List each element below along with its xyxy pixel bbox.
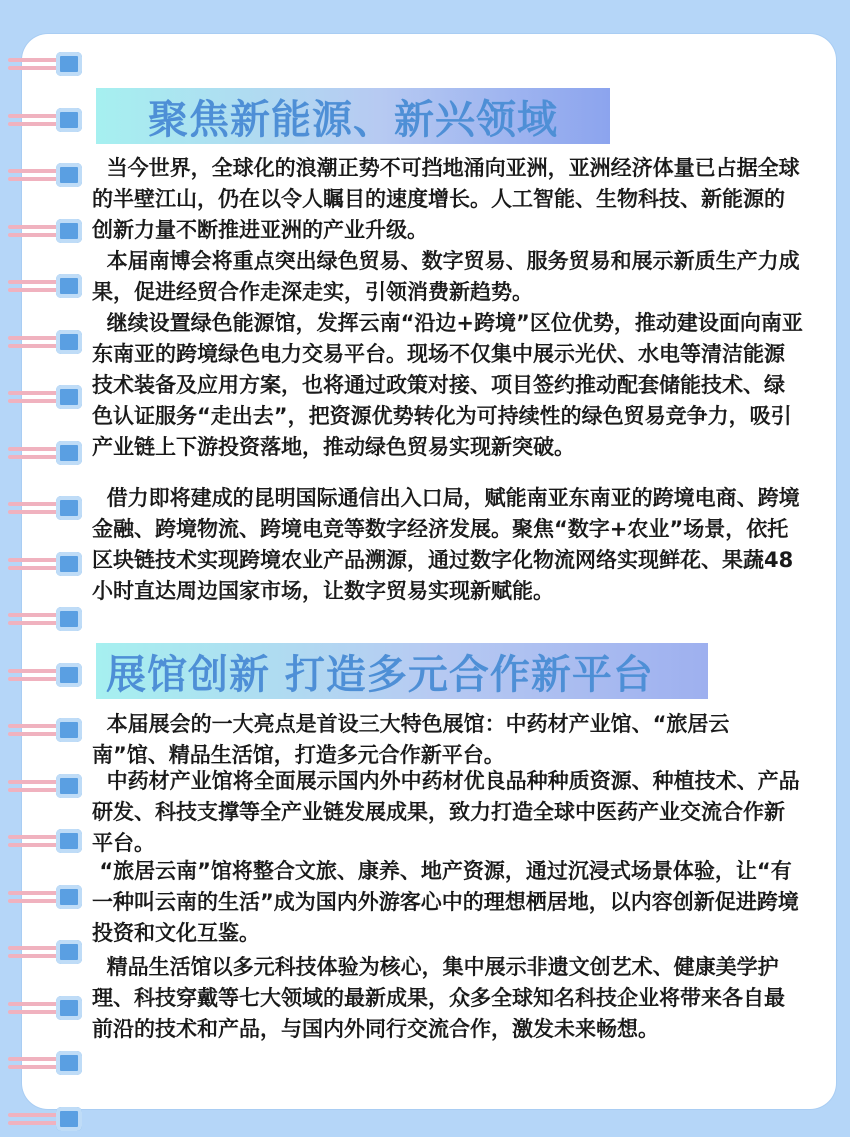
section-heading-new-energy — [96, 88, 610, 144]
binding-ring — [8, 991, 84, 1025]
binding-ring — [8, 380, 84, 414]
binding-ring — [8, 436, 84, 470]
binding-ring — [8, 602, 84, 636]
section-heading-text: 展馆创新 打造多元合作新平台 — [106, 651, 654, 698]
paragraph: 继续设置绿色能源馆，发挥云南“沿边+跨境”区位优势，推动建设面向南亚东南亚的跨境绿色电力交易平台。现场不仅集中展示光伏、水电等清洁能源技术装备及应用方案，也将通过政策对接、项目签约推动配套储能技术、绿色认证服务“走出去”，把资源优势转化为可持续性的绿色贸易竞争力，吸引产业链上下游投资落地，推动绿色贸易实现新突破。 — [92, 311, 803, 459]
binding-ring — [8, 325, 84, 359]
binding-ring — [8, 935, 84, 969]
binding-ring — [8, 713, 84, 747]
binding-ring — [8, 47, 84, 81]
paragraph: 中药材产业馆将全面展示国内外中药材优良品种种质资源、种植技术、产品研发、科技支撑等全产业链发展成果，致力打造全球中医药产业交流合作新平台。 — [92, 769, 800, 855]
section-heading-pavilion-innovation — [96, 643, 708, 699]
binding-ring — [8, 880, 84, 914]
section-heading-text: 聚焦新能源、新兴领域 — [148, 96, 558, 143]
paragraph: 本届展会的一大亮点是首设三大特色展馆：中药材产业馆、“旅居云南”馆、精品生活馆，打造多元合作新平台。 — [92, 712, 730, 767]
paragraph: 当今世界，全球化的浪潮正势不可挡地涌向亚洲，亚洲经济体量已占据全球的半壁江山，仍在以令人瞩目的速度增长。人工智能、生物科技、新能源的创新力量不断推进亚洲的产业升级。 — [92, 156, 800, 242]
binding-ring — [8, 491, 84, 525]
binding-ring — [8, 1102, 84, 1136]
paragraph: 精品生活馆以多元科技体验为核心，集中展示非遗文创艺术、健康美学护理、科技穿戴等七大领域的最新成果，众多全球知名科技企业将带来各自最前沿的技术和产品，与国内外同行交流合作，激发未来畅想。 — [92, 955, 785, 1041]
binding-ring — [8, 658, 84, 692]
paragraph: “旅居云南”馆将整合文旅、康养、地产资源，通过沉浸式场景体验，让“有一种叫云南的生活”成为国内外游客心中的理想栖居地，以内容创新促进跨境投资和文化互鉴。 — [92, 859, 799, 945]
paragraph: 借力即将建成的昆明国际通信出入口局，赋能南亚东南亚的跨境电商、跨境金融、跨境物流、跨境电竞等数字经济发展。聚焦“数字+农业”场景，依托区块链技术实现跨境农业产品溯源，通过数字化物流网络实现鲜花、果蔬48小时直达周边国家市场，让数字贸易实现新赋能。 — [92, 486, 800, 603]
binding-ring — [8, 769, 84, 803]
binding-ring — [8, 269, 84, 303]
binding-ring — [8, 1046, 84, 1080]
binding-ring — [8, 547, 84, 581]
binding-ring — [8, 824, 84, 858]
binding-ring — [8, 214, 84, 248]
binding-ring — [8, 158, 84, 192]
binding-ring — [8, 103, 84, 137]
paragraph: 本届南博会将重点突出绿色贸易、数字贸易、服务贸易和展示新质生产力成果，促进经贸合作走深走实，引领消费新趋势。 — [92, 249, 800, 304]
